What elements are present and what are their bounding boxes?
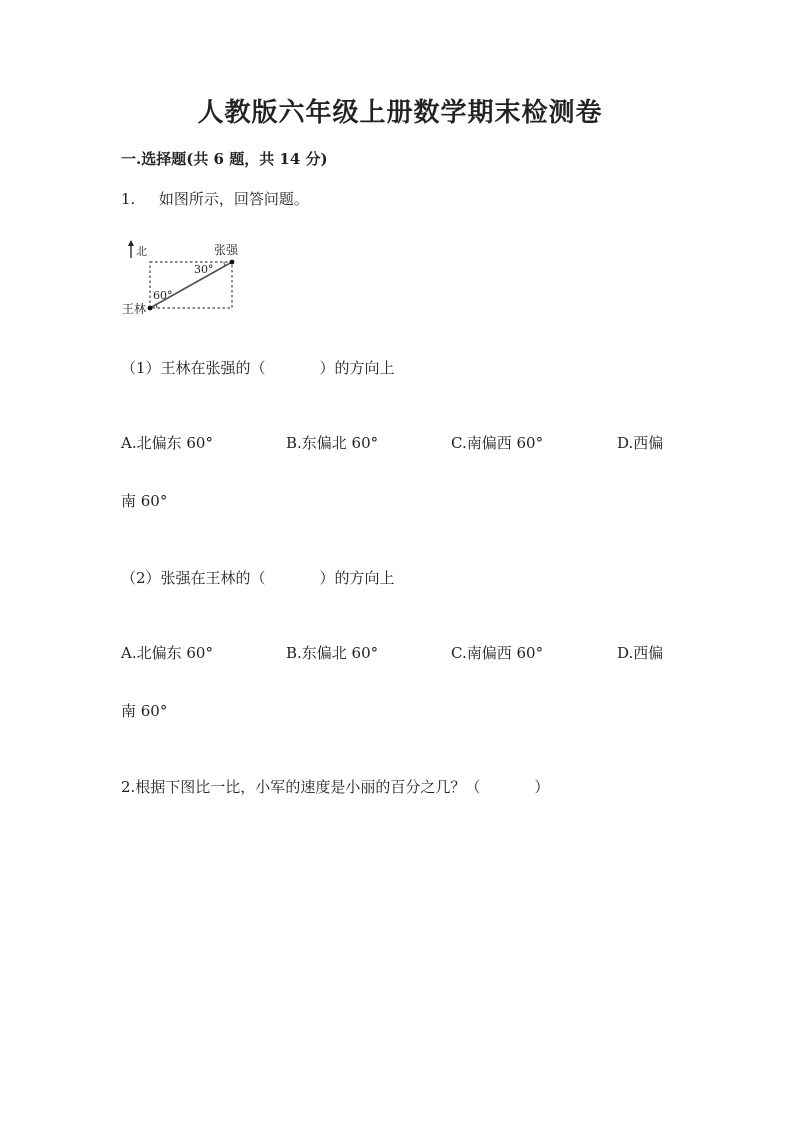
option-d: D.西偏: [617, 434, 664, 452]
subquestion-2: [121, 567, 395, 588]
direction-figure: [118, 238, 248, 318]
label-wanglin: 王林: [122, 302, 147, 316]
option-b: B.东偏北 60°: [286, 434, 379, 452]
label-zhangqiang: 张强: [214, 243, 239, 257]
angle-label-60: 60°: [153, 289, 173, 302]
point-zhangqiang: [230, 260, 235, 265]
subquestion-2-prefix: （2）张强在王林的（: [121, 569, 266, 587]
option-a: A.北偏东 60°: [121, 434, 213, 452]
option-a: A.北偏东 60°: [121, 644, 213, 662]
north-arrow-icon: [128, 240, 134, 246]
section-heading: 一.选择题(共 6 题，共 14 分): [121, 150, 328, 168]
subquestion-1: [121, 357, 395, 378]
question-text: 如图所示，回答问题。: [158, 190, 309, 208]
page-title: 人教版六年级上册数学期末检测卷: [197, 98, 603, 128]
option-d-continued: 南 60°: [121, 492, 168, 510]
question-2-suffix: ）: [534, 778, 550, 796]
subquestion-2-suffix: ）的方向上: [319, 569, 395, 587]
angle-label-30: 30°: [194, 263, 214, 276]
subquestion-1-prefix: （1）王林在张强的（: [121, 359, 266, 377]
question-2-prefix: 2.根据下图比一比，小军的速度是小丽的百分之几？（: [121, 778, 481, 796]
option-b: B.东偏北 60°: [286, 644, 379, 662]
option-c: C.南偏西 60°: [451, 644, 544, 662]
subquestion-1-suffix: ）的方向上: [319, 359, 395, 377]
question-2: [121, 776, 549, 797]
option-d: D.西偏: [617, 644, 664, 662]
angle-arc-top: [224, 262, 225, 266]
option-c: C.南偏西 60°: [451, 434, 544, 452]
option-d-continued: 南 60°: [121, 702, 168, 720]
north-label: 北: [136, 245, 147, 258]
question-number: 1.: [121, 190, 136, 208]
question-1-prompt: [121, 188, 309, 209]
point-wanglin: [148, 306, 153, 311]
